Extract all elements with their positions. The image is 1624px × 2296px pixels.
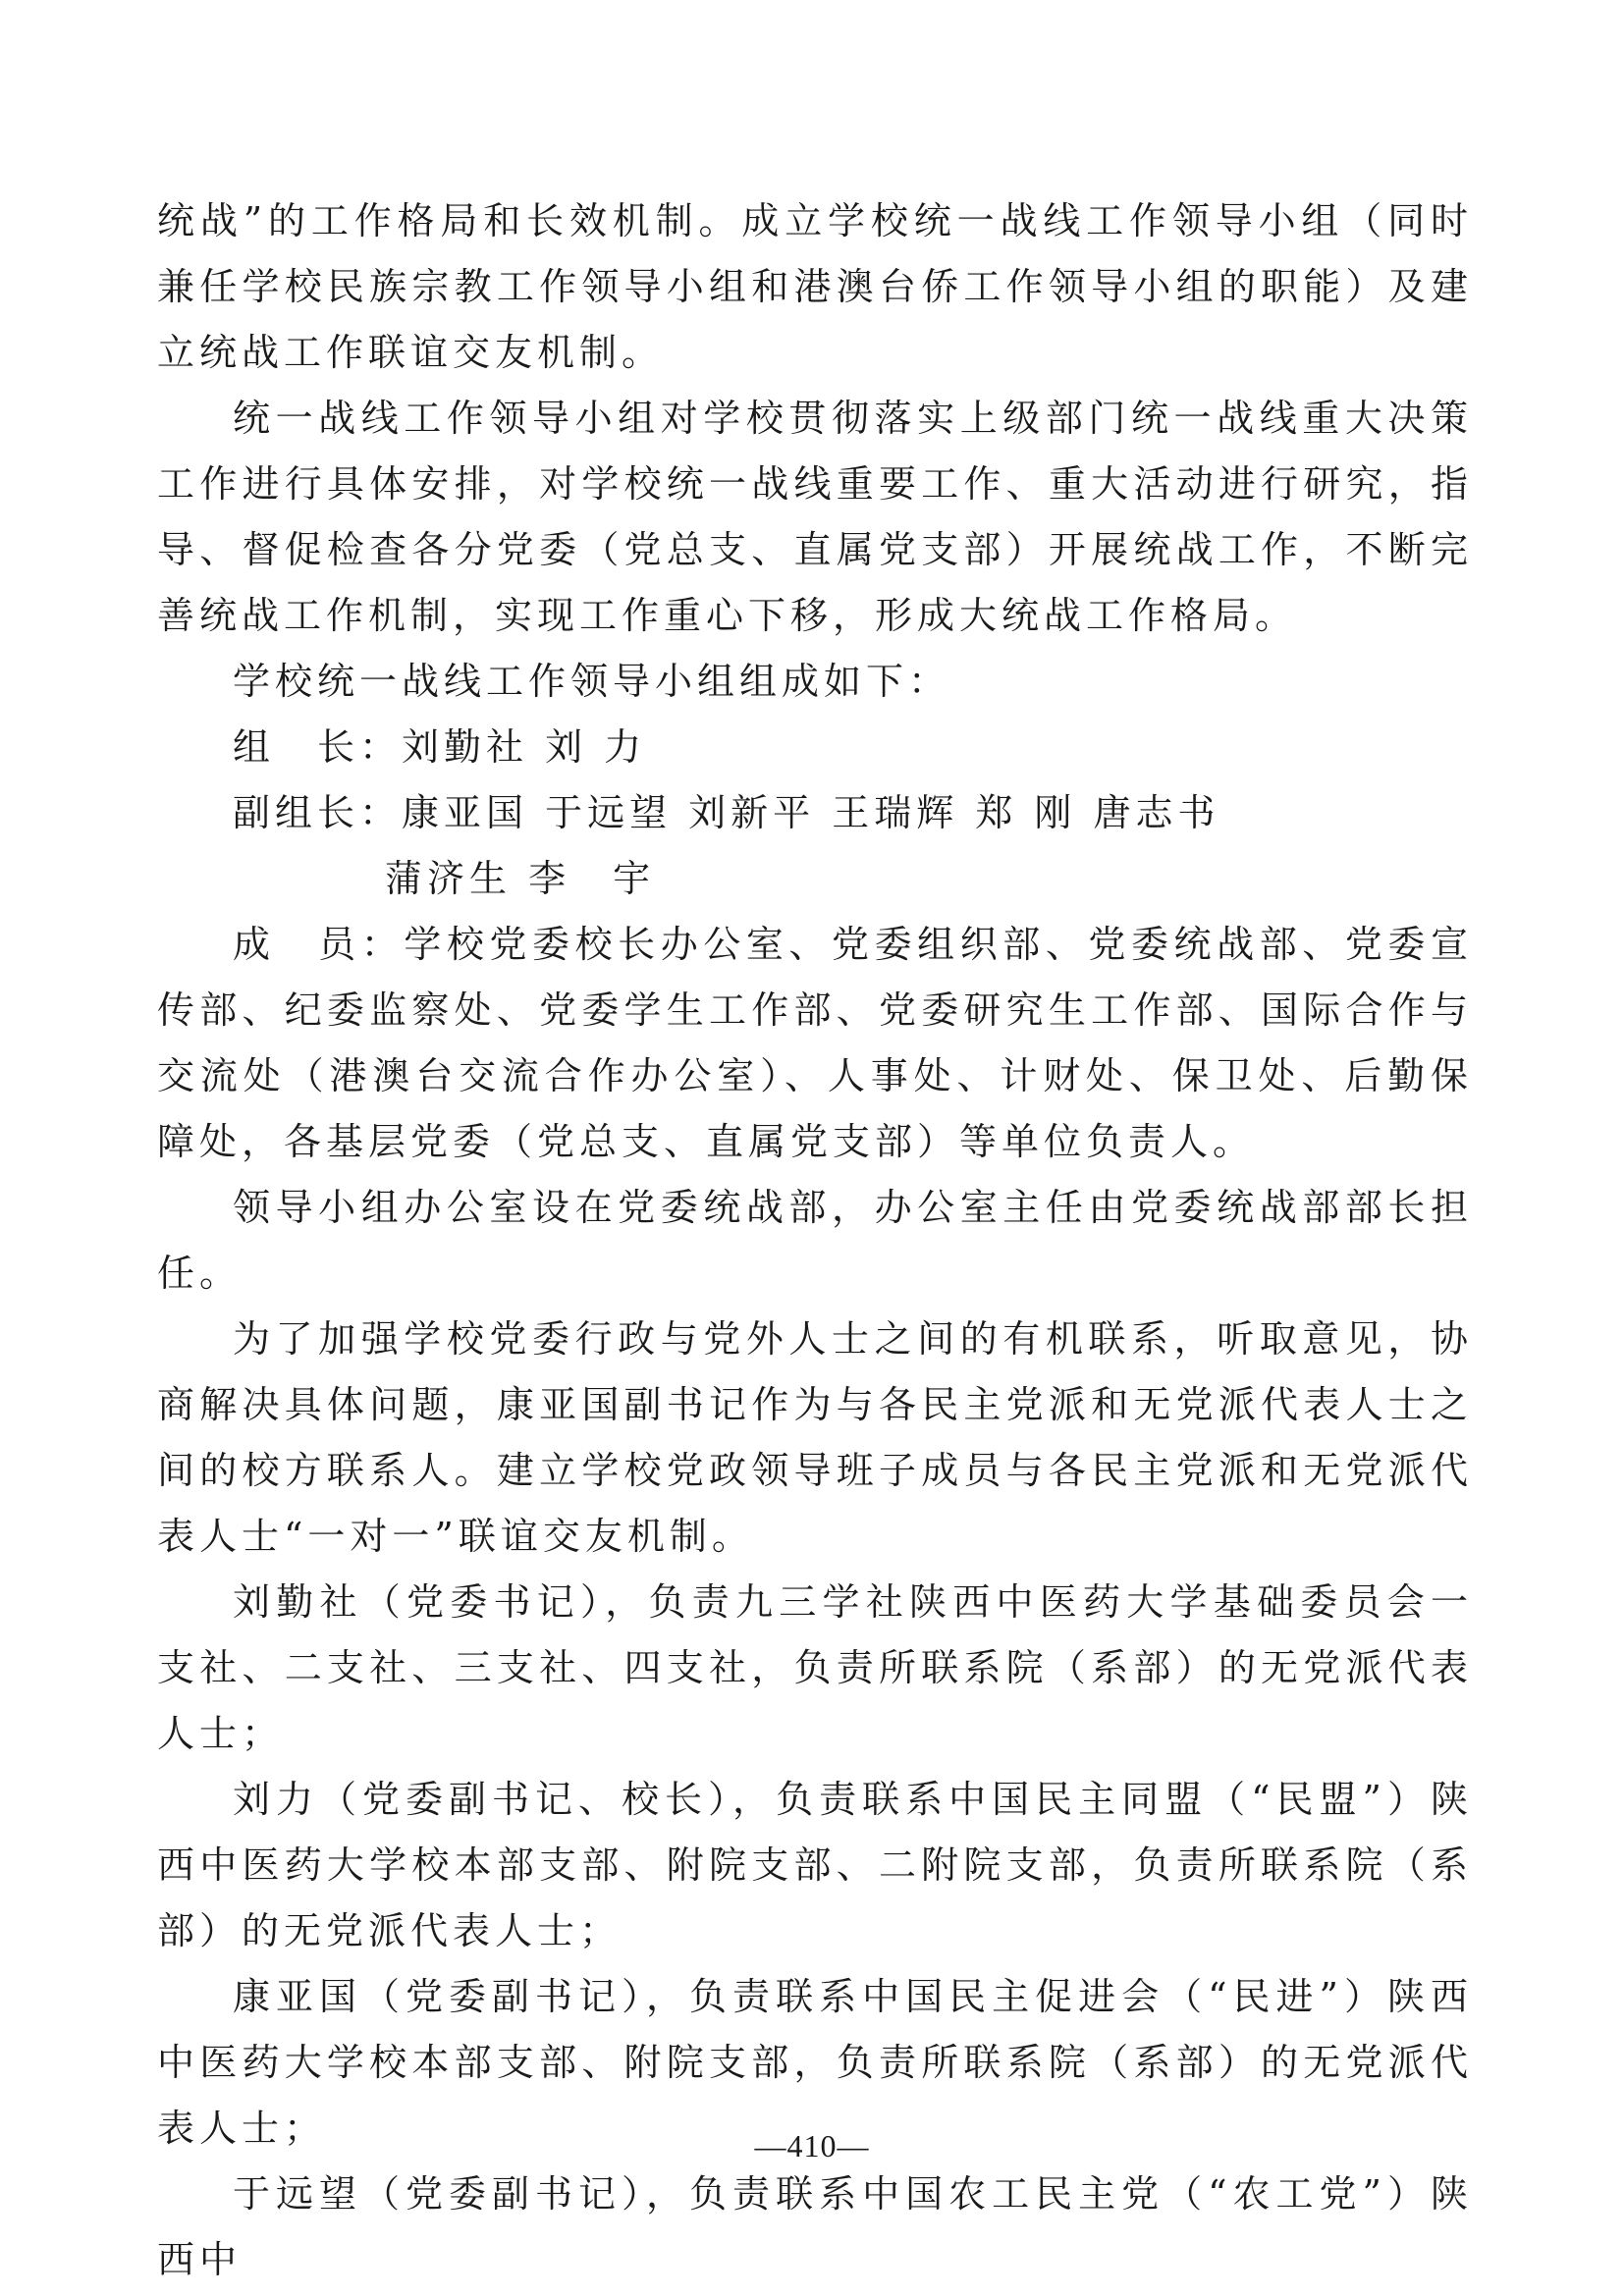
paragraph-kang-yaguo: 康亚国（党委副书记），负责联系中国民主促进会（“民进”）陕西中医药大学校本部支部、附院支部，负责所联系院（系部）的无党派代表人士； [157,1975,1473,2150]
paragraph-office: 领导小组办公室设在党委统战部，办公室主任由党委统战部部长担任。 [157,1186,1473,1295]
body-text [157,188,1473,2293]
page-number: —410— [754,2128,870,2163]
roster-deputy: 副组长：康亚国 于远望 刘新平 王瑞辉 郑 刚 唐志书 [233,791,1220,834]
roster-members: 成 员：学校党委校长办公室、党委组织部、党委统战部、党委宣传部、纪委监察处、党委学生工作部、党委研究生工作部、国际合作与交流处（港澳台交流合作办公室）、人事处、计财处、保卫处、后勤保障处，各基层党委（党总支、直属党支部）等单位负责人。 [157,923,1473,1163]
paragraph-yu-yuanwang: 于远望（党委副书记），负责联系中国农工民主党（“农工党”）陕西中 [157,2172,1473,2281]
paragraph-leading-group-duties: 统一战线工作领导小组对学校贯彻落实上级部门统一战线重大决策工作进行具体安排，对学校统一战线重要工作、重大活动进行研究，指导、督促检查各分党委（党总支、直属党支部）开展统战工作，不断完善统战工作机制，实现工作重心下移，形成大统战工作格局。 [157,397,1473,637]
roster-leader: 组 长：刘勤社 刘 力 [233,725,647,769]
paragraph-continuation: 统战”的工作格局和长效机制。成立学校统一战线工作领导小组（同时兼任学校民族宗教工作领导小组和港澳台侨工作领导小组的职能）及建立统战工作联谊交友机制。 [157,199,1473,374]
paragraph-group-composition-intro: 学校统一战线工作领导小组组成如下： [233,660,951,703]
paragraph-liu-qinshe: 刘勤社（党委书记），负责九三学社陕西中医药大学基础委员会一支社、二支社、三支社、四支社，负责所联系院（系部）的无党派代表人士； [157,1580,1473,1755]
paragraph-liu-li: 刘力（党委副书记、校长），负责联系中国民主同盟（“民盟”）陕西中医药大学校本部支部、附院支部、二附院支部，负责所联系院（系部）的无党派代表人士； [157,1778,1473,1952]
paragraph-liaison: 为了加强学校党委行政与党外人士之间的有机联系，听取意见，协商解决具体问题，康亚国副书记作为与各民主党派和无党派代表人士之间的校方联系人。建立学校党政领导班子成员与各民主党派和无党派代表人士“一对一”联谊交友机制。 [157,1317,1473,1558]
roster-deputy-continued: 蒲济生 李 宇 [385,857,656,900]
